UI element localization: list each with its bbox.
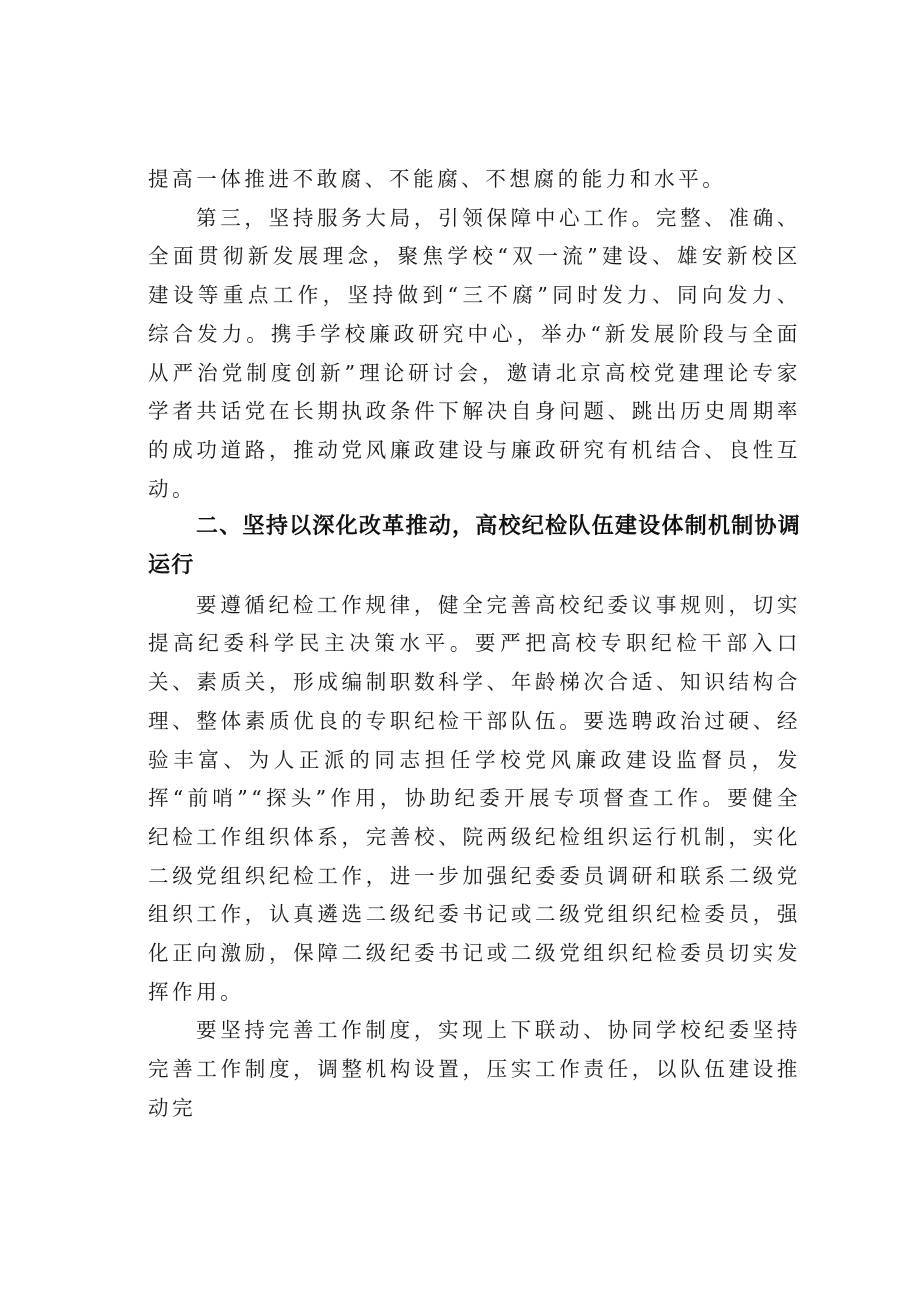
document-body	[148, 160, 801, 1128]
paragraph-continuation: 提高一体推进不敢腐、不能腐、不想腐的能力和水平。	[148, 167, 727, 191]
paragraph-third-point: 第三，坚持服务大局，引领保障中心工作。完整、准确、全面贯彻新发展理念，聚焦学校“双一流”建设、雄安新校区建设等重点工作，坚持做到“三不腐”同时发力、同向发力、综合发力。携手学校廉政研究中心，举办“新发展阶段与全面从严治党制度创新”理论研讨会，邀请北京高校党建理论专家学者共话党在长期执政条件下解决自身问题、跳出历史周期率的成功道路，推动党风廉政建设与廉政研究有机结合、良性互动。	[148, 205, 801, 501]
paragraph-work-system: 要坚持完善工作制度，实现上下联动、协同学校纪委坚持完善工作制度，调整机构设置，压实工作责任，以队伍建设推动完	[148, 1018, 801, 1120]
section-heading-two: 二、坚持以深化改革推动，高校纪检队伍建设体制机制协调运行	[148, 514, 801, 579]
paragraph-discipline-rules: 要遵循纪检工作规律，健全完善高校纪委议事规则，切实提高纪委科学民主决策水平。要严把高校专职纪检干部入口关、素质关，形成编制职数科学、年龄梯次合适、知识结构合理、整体素质优良的专职纪检干部队伍。要选聘政治过硬、经验丰富、为人正派的同志担任学校党风廉政建设监督员，发挥“前哨”“探头”作用，协助纪委开展专项督查工作。要健全纪检工作组织体系，完善校、院两级纪检组织运行机制，实化二级党组织纪检工作，进一步加强纪委委员调研和联系二级党组织工作，认真遴选二级纪委书记或二级党组织纪检委员，强化正向激励，保障二级纪委书记或二级党组织纪检委员切实发挥作用。	[148, 592, 801, 1004]
